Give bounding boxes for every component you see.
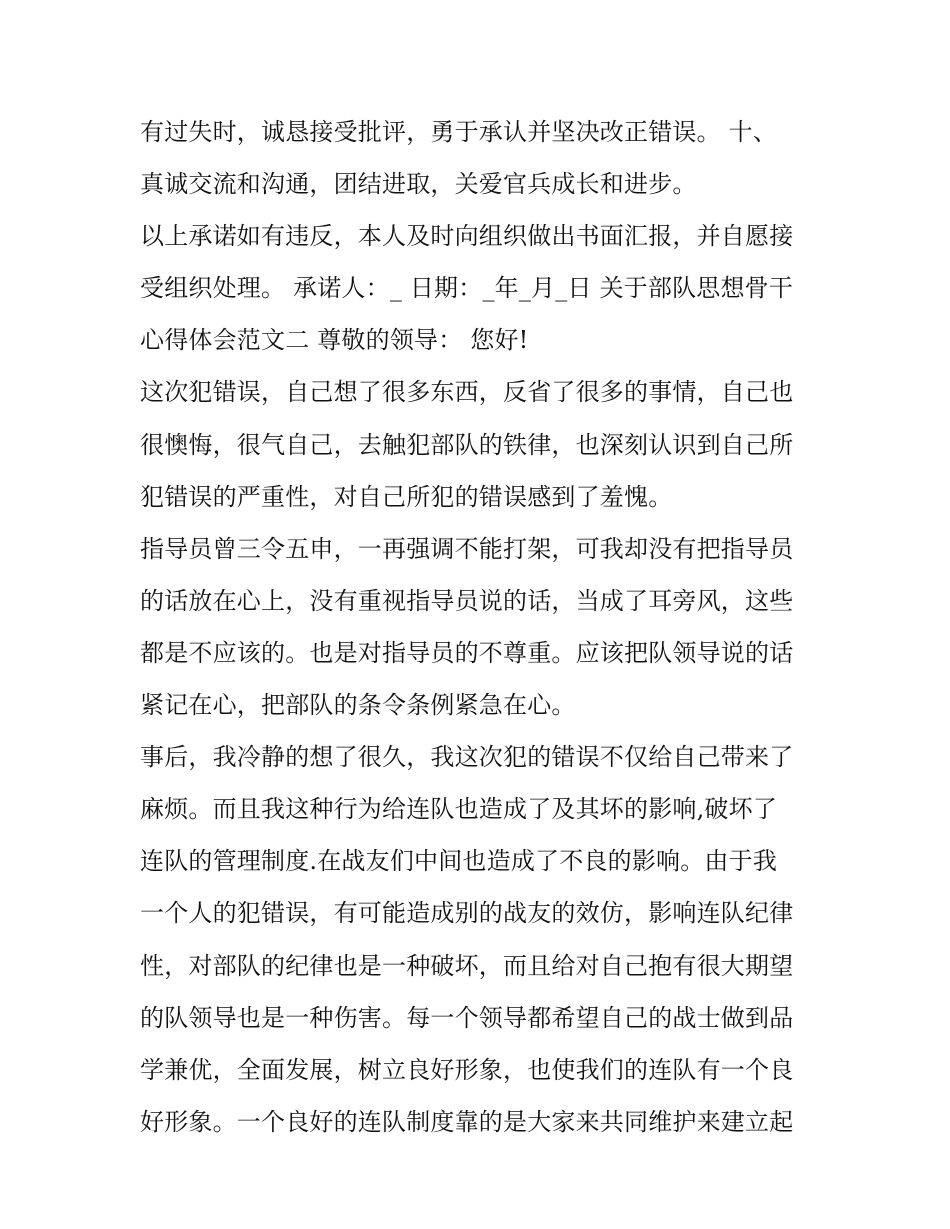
text-line: 的队领导也是一种伤害。每一个领导都希望自己的战士做到品 xyxy=(140,1003,794,1032)
text-line: 事后，我冷静的想了很久，我这次犯的错误不仅给自己带来了 xyxy=(140,743,794,772)
text-line: 一个人的犯错误，有可能造成别的战友的效仿，影响连队纪律 xyxy=(140,899,794,928)
text-line: 犯错误的严重性，对自己所犯的错误感到了羞愧。 xyxy=(140,482,673,511)
text-line: 受组织处理。 承诺人：_ 日期：_年_月_日 关于部队思想骨干 xyxy=(140,274,794,303)
document-body xyxy=(140,106,820,1148)
text-line: 好形象。一个良好的连队制度靠的是大家来共同维护来建立起 xyxy=(140,1107,794,1136)
text-line: 学兼优，全面发展，树立良好形象，也使我们的连队有一个良 xyxy=(140,1055,794,1084)
text-line: 都是不应该的。也是对指导员的不尊重。应该把队领导说的话 xyxy=(140,638,794,667)
text-line: 紧记在心，把部队的条令条例紧急在心。 xyxy=(140,691,576,720)
text-line: 的话放在心上，没有重视指导员说的话，当成了耳旁风，这些 xyxy=(140,586,794,615)
text-line: 以上承诺如有违反，本人及时向组织做出书面汇报，并自愿接 xyxy=(140,222,794,251)
text-line: 很懊悔，很气自己，去触犯部队的铁律，也深刻认识到自己所 xyxy=(140,430,794,459)
text-line: 心得体会范文二 尊敬的领导： 您好! xyxy=(140,326,529,355)
text-line: 这次犯错误，自己想了很多东西，反省了很多的事情，自己也 xyxy=(140,378,794,407)
text-line: 性，对部队的纪律也是一种破坏，而且给对自己抱有很大期望 xyxy=(140,951,794,980)
text-line: 麻烦。而且我这种行为给连队也造成了及其坏的影响,破坏了 xyxy=(140,795,778,824)
text-line: 指导员曾三令五申，一再强调不能打架，可我却没有把指导员 xyxy=(140,534,794,563)
text-line: 真诚交流和沟通，团结进取，关爱官兵成长和进步。 xyxy=(140,170,697,199)
text-line: 有过失时，诚恳接受批评，勇于承认并坚决改正错误。 十、 xyxy=(140,118,778,146)
text-line: 连队的管理制度.在战友们中间也造成了不良的影响。由于我 xyxy=(140,847,778,876)
